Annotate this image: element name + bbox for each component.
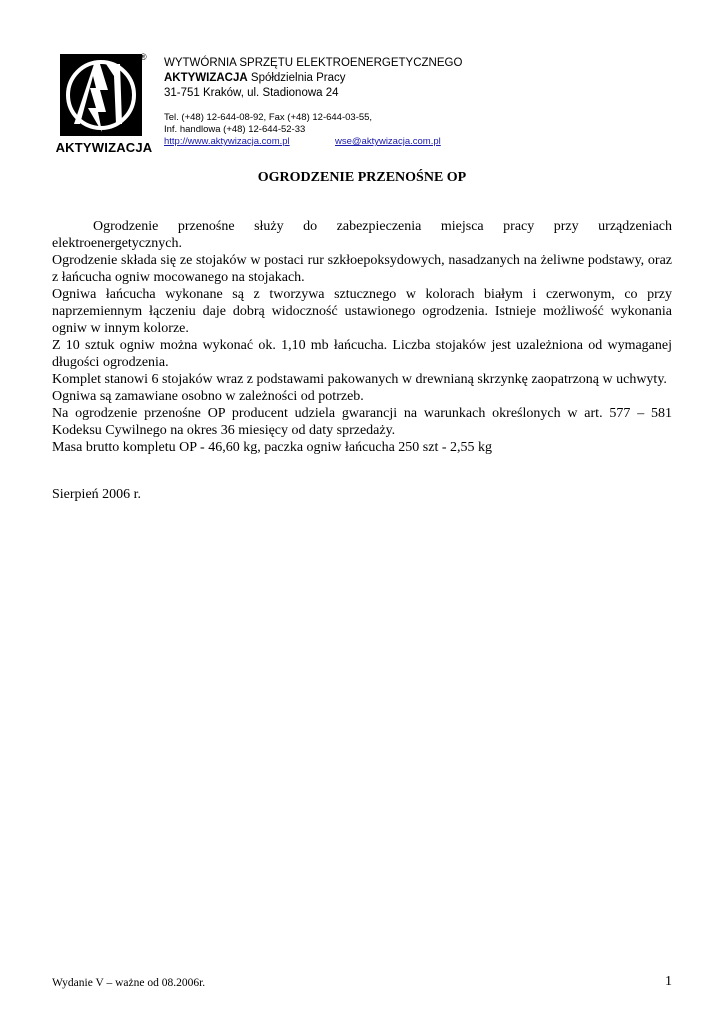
paragraph: Ogrodzenie przenośne służy do zabezpieczenia miejsca pracy przy urządzeniach elektroenergetycznych. — [52, 219, 672, 251]
paragraph: Z 10 sztuk ogniw można wykonać ok. 1,10 mb łańcucha. Liczba stojaków jest uzależniona od wymaganej długości ogrodzenia. — [52, 338, 672, 370]
phone-fax: Tel. (+48) 12-644-08-92, Fax (+48) 12-644-03-55, — [164, 112, 373, 123]
company-name — [164, 71, 462, 86]
company-info — [164, 56, 462, 101]
paragraph: Ogniwa łańcucha wykonane są z tworzywa sztucznego w kolorach białym i czerwonym, co przy naprzemiennym łączeniu daje dobrą widoczność ustawionego ogrodzenia. Istnieje możliwość wykonania ogniw w innym kolorze. — [52, 287, 672, 336]
registered-mark: ® — [140, 52, 147, 62]
company-logo — [52, 54, 156, 154]
logo-label: AKTYWIZACJA — [55, 140, 153, 155]
paragraph: Masa brutto kompletu OP - 46,60 kg, paczka ogniw łańcucha 250 szt - 2,55 kg — [52, 440, 493, 455]
paragraph: Ogniwa są zamawiane osobno w zależności od potrzeb. — [52, 389, 364, 404]
website-link[interactable]: http://www.aktywizacja.com.pl — [164, 136, 290, 147]
page-number: 1 — [665, 974, 672, 989]
paragraph: Ogrodzenie składa się ze stojaków w postaci rur szkłoepoksydowych, nasadzanych na żeliwne podstawy, oraz z łańcucha ogniw mocowanego na stojakach. — [52, 253, 672, 285]
document-date: Sierpień 2006 r. — [52, 487, 142, 502]
company-name-bold: AKTYWIZACJA — [164, 72, 248, 84]
company-address: 31-751 Kraków, ul. Stadionowa 24 — [164, 87, 339, 99]
edition-footer: Wydanie V – ważne od 08.2006r. — [52, 977, 206, 989]
document-title: OGRODZENIE PRZENOŚNE OP — [257, 170, 467, 185]
company-name-rest: Spółdzielnia Pracy — [247, 72, 346, 84]
paragraph: Komplet stanowi 6 stojaków wraz z podstawami pakowanych w drewnianą skrzynkę zaopatrzoną w uchwyty. — [52, 372, 667, 387]
company-line1: WYTWÓRNIA SPRZĘTU ELEKTROENERGETYCZNEGO — [164, 57, 463, 69]
paragraph: Na ogrodzenie przenośne OP producent udziela gwarancji na warunkach określonych w art. 577 – 581 Kodeksu Cywilnego na okres 36 miesięcy od daty sprzedaży. — [52, 406, 672, 438]
logo-mark — [60, 54, 142, 136]
sales-phone: Inf. handlowa (+48) 12-644-52-33 — [164, 124, 306, 135]
email-link[interactable]: wse@aktywizacja.com.pl — [335, 136, 441, 147]
lightning-bolt-icon — [60, 54, 142, 136]
document-body — [52, 218, 672, 456]
